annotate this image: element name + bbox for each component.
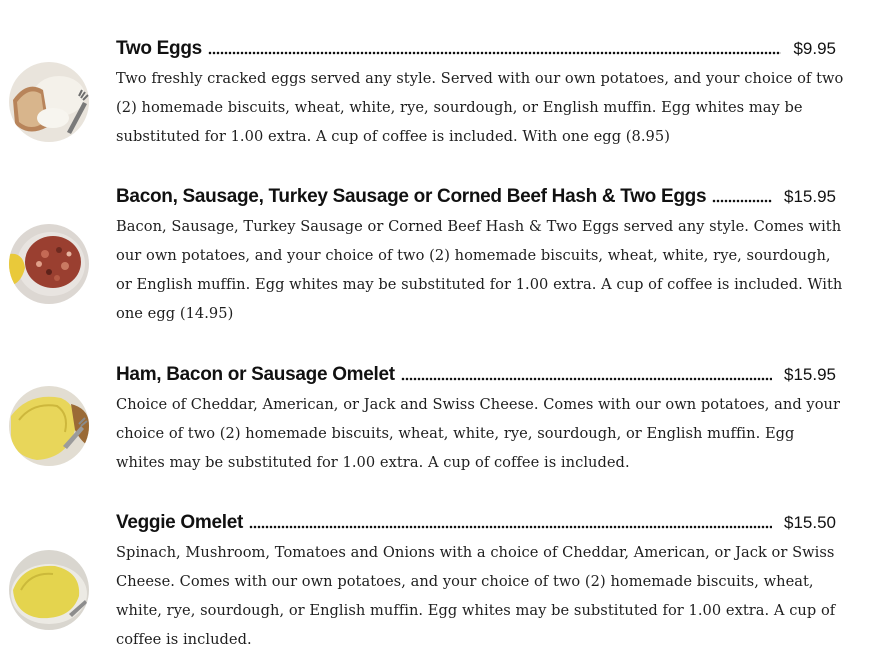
menu-item-title: Bacon, Sausage, Turkey Sausage or Corned Beef Hash & Two Eggs <box>116 186 707 207</box>
menu-item-title: Veggie Omelet <box>116 512 244 533</box>
menu-item-price: $9.95 <box>793 39 836 58</box>
menu-item-header <box>116 364 836 390</box>
corned-beef-hash-photo <box>9 224 89 304</box>
menu-item-title: Ham, Bacon or Sausage Omelet <box>116 364 395 385</box>
dotted-leader <box>401 377 772 381</box>
veggie-omelet-photo <box>9 550 89 630</box>
eggs-and-toast-photo <box>9 62 89 142</box>
menu-item-header <box>116 38 836 64</box>
dotted-leader <box>208 51 782 55</box>
menu-item-description: Spinach, Mushroom, Tomatoes and Onions with a choice of Cheddar, American, or Jack or Swiss Cheese. Comes with our own potatoes, and your choice of two (2) homemade biscuits, wheat, white, rye, sourdough, or English muffin. Egg whites may be substituted for 1.00 extra. A cup of coffee is included. <box>116 544 836 648</box>
omelet-photo <box>9 386 89 466</box>
menu-item-description: Bacon, Sausage, Turkey Sausage or Corned Beef Hash & Two Eggs served any style. Comes with our own potatoes, and your choice of two (2) homemade biscuits, wheat, white, rye, sourdough, or English muffin. Egg whites may be substituted for 1.00 extra. A cup of coffee is included. With one egg (14.95) <box>116 218 843 322</box>
menu-item-price: $15.95 <box>784 365 836 384</box>
menu-item-description: Choice of Cheddar, American, or Jack and Swiss Cheese. Comes with our own potatoes, and your choice of two (2) homemade biscuits, wheat, white, rye, sourdough, or English muffin. Egg whites may be substituted for 1.00 extra. A cup of coffee is included. <box>116 396 841 471</box>
menu-item-description: Two freshly cracked eggs served any style. Served with our own potatoes, and your choice of two (2) homemade biscuits, wheat, white, rye, sourdough, or English muffin. Egg whites may be substituted for 1.00 extra. A cup of coffee is included. With one egg (8.95) <box>116 70 844 145</box>
menu-item-header <box>116 512 836 538</box>
menu-item-title: Two Eggs <box>116 38 202 59</box>
dotted-leader <box>249 525 772 529</box>
menu-item-header <box>116 186 836 212</box>
menu-item-price: $15.95 <box>784 187 836 206</box>
dotted-leader <box>712 199 772 203</box>
menu-item-price: $15.50 <box>784 513 836 532</box>
